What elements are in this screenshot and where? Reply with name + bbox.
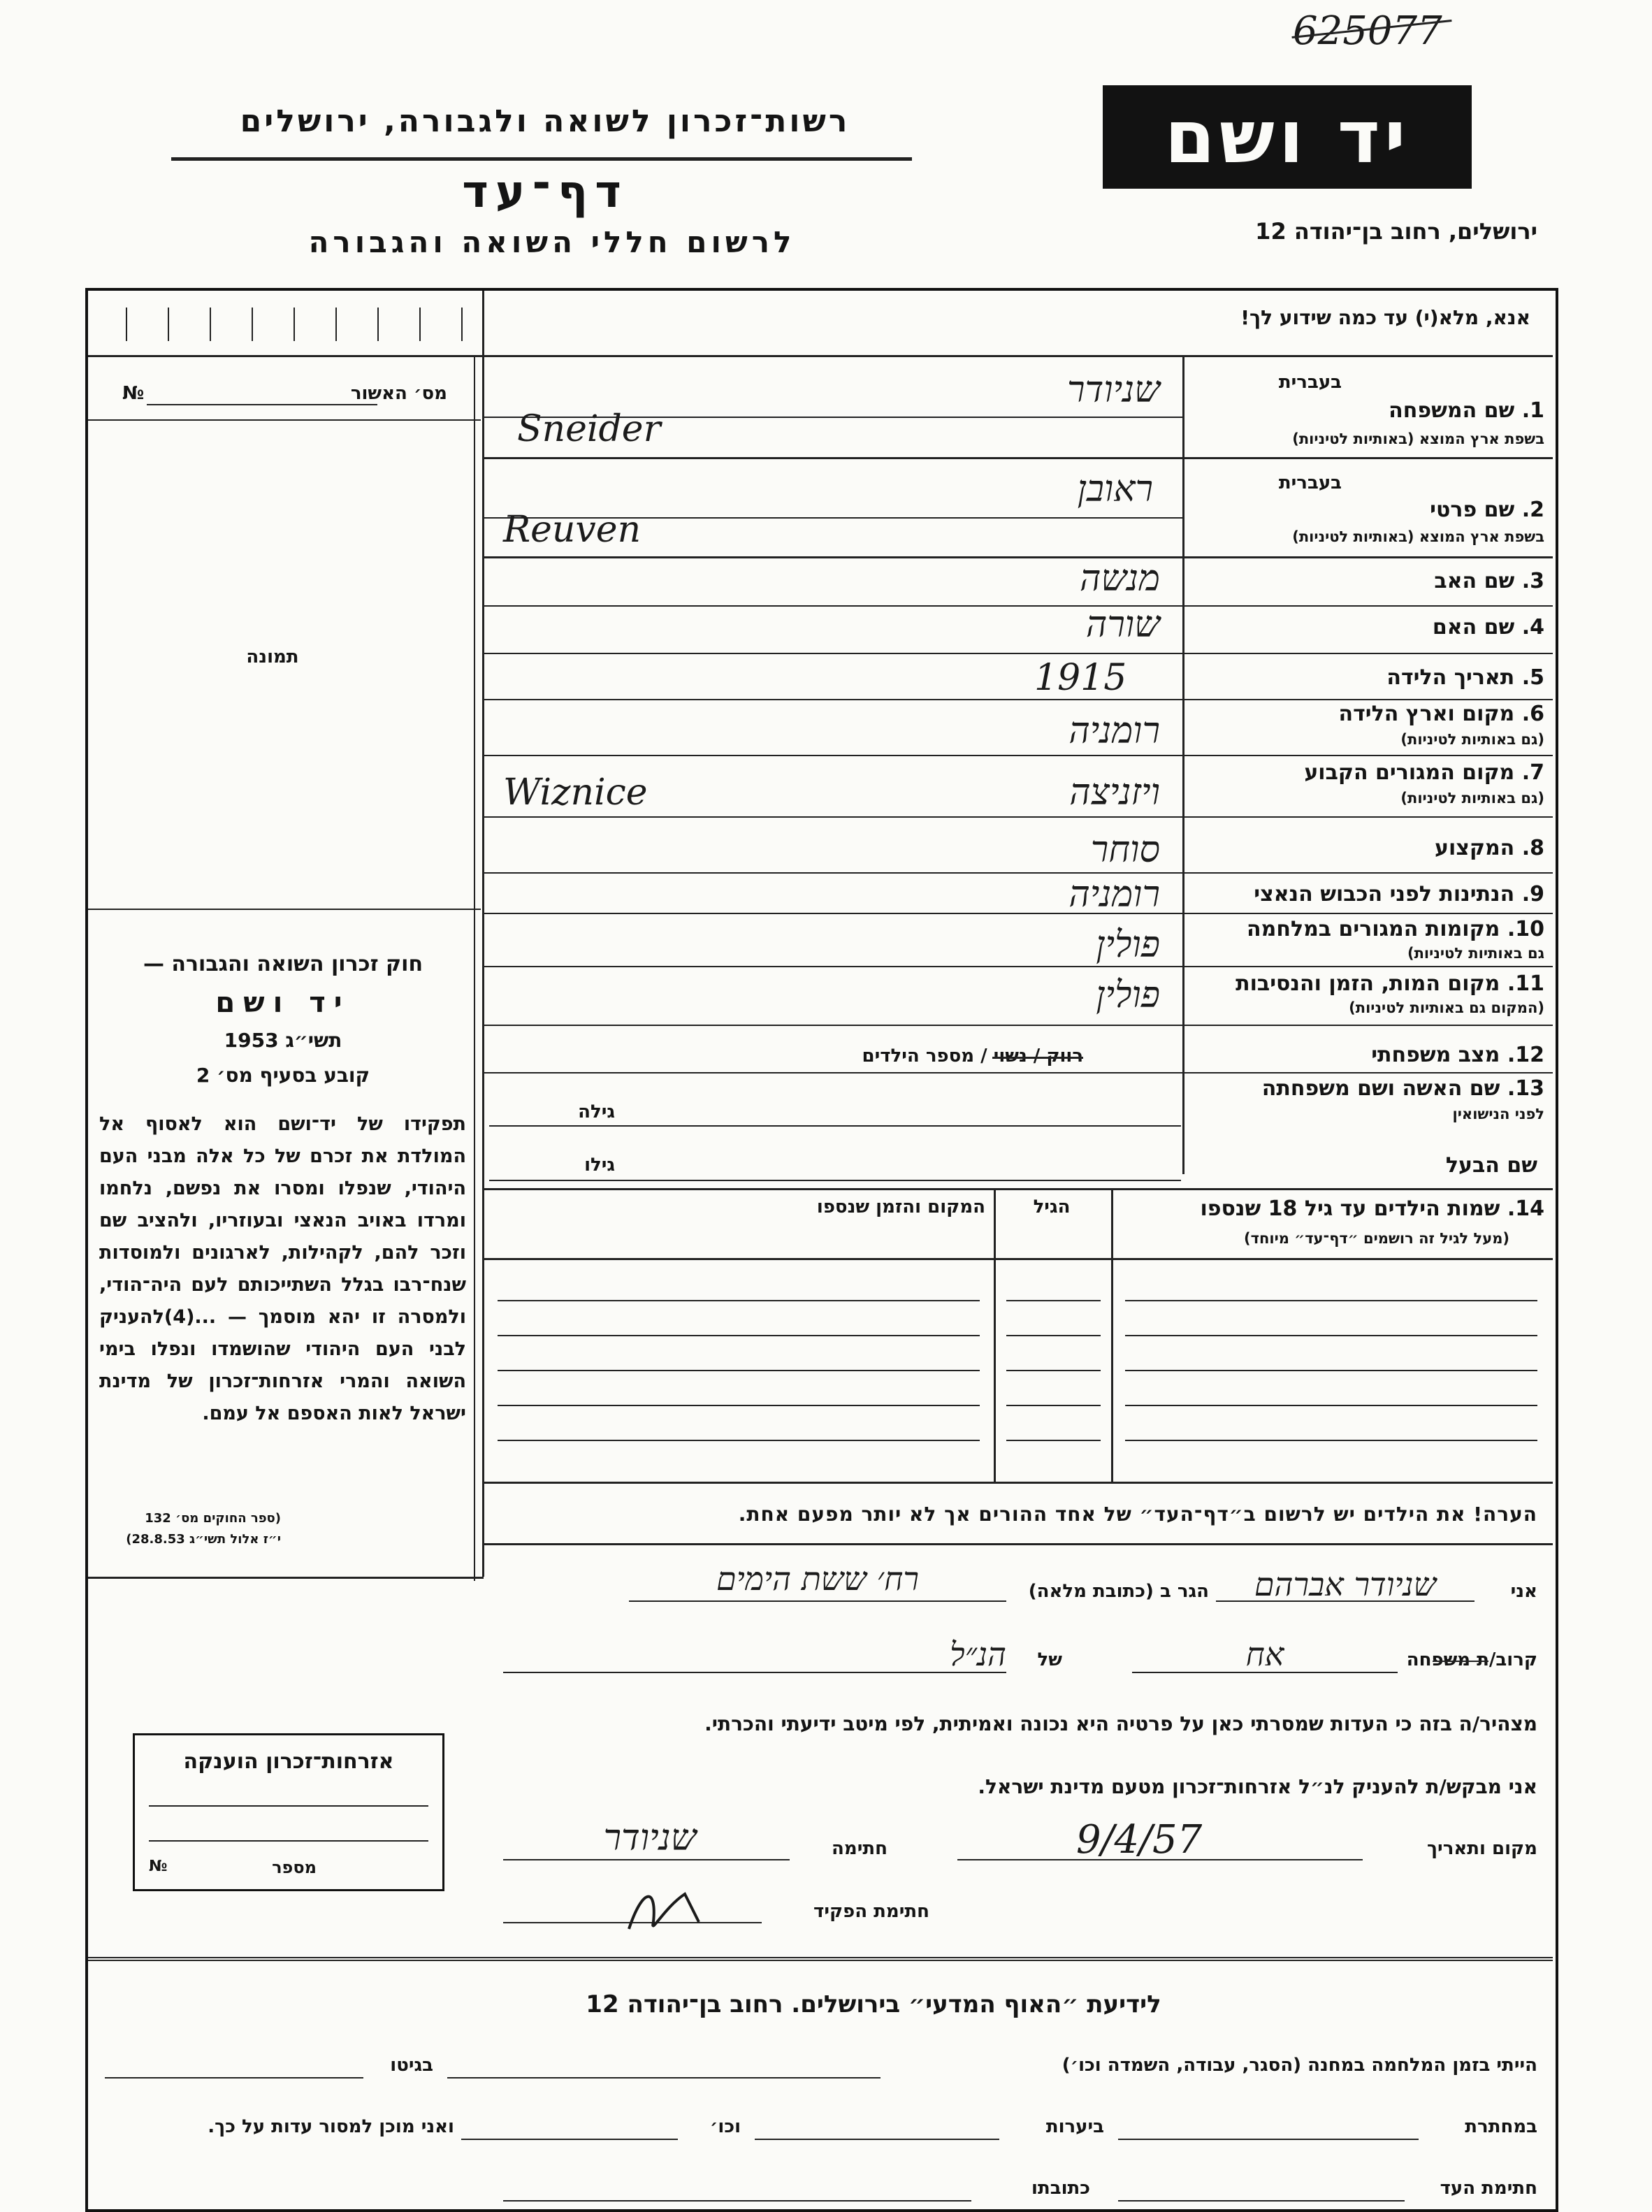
field-4-value: שורה bbox=[1085, 604, 1160, 646]
field-10-value: פולין bbox=[1096, 924, 1160, 966]
field-8-label bbox=[1188, 836, 1544, 860]
place-date-label: מקום ותאריך bbox=[1427, 1838, 1537, 1859]
field-13-label-text: שם האשה ושם משפחתה bbox=[1261, 1076, 1500, 1101]
field-1-label bbox=[1188, 398, 1544, 423]
field-8-value: סוחר bbox=[1090, 829, 1160, 871]
field-7-latin: Wiznice bbox=[503, 772, 648, 814]
field-7-num: 7. bbox=[1521, 760, 1544, 785]
footer-line3a: חתימת העד bbox=[1440, 2178, 1537, 2199]
field-12-options: רווק / נשוי / מספר הילדים bbox=[862, 1046, 1083, 1067]
field-10-num: 10. bbox=[1507, 917, 1544, 941]
children-col-age: הגיל bbox=[1033, 1197, 1071, 1217]
field-9-num: 9. bbox=[1521, 882, 1544, 906]
field-6-label bbox=[1188, 702, 1544, 726]
field-6-value: רומניה bbox=[1068, 710, 1160, 752]
field-4-label bbox=[1188, 615, 1544, 639]
footer-line1a: הייתי בזמן המלחמה במחנה (הסגר, עבודה, השמדה וכו׳) bbox=[1062, 2055, 1537, 2076]
children-col-place: המקום והזמן שנספו bbox=[816, 1197, 985, 1217]
field-4-label-text: שם האם bbox=[1432, 615, 1515, 639]
field-5-num: 5. bbox=[1521, 665, 1544, 690]
field-3-num: 3. bbox=[1521, 569, 1544, 593]
clerk-label: חתימת הפקיד bbox=[813, 1901, 929, 1922]
relation-strike bbox=[1433, 1661, 1488, 1662]
footer-line2c: וכו׳ bbox=[709, 2116, 741, 2137]
decl-i-value: שניודר אברהם bbox=[1254, 1566, 1437, 1603]
certificate-box bbox=[133, 1733, 444, 1891]
field-12-num: 12. bbox=[1507, 1043, 1544, 1067]
gazette-line1: (ספר החוקים מס׳ 132 bbox=[145, 1511, 281, 1526]
field-3-value: מנשה bbox=[1079, 558, 1160, 600]
photo-label: תמונה bbox=[246, 646, 299, 667]
field-1-num: 1. bbox=[1521, 398, 1544, 423]
label-column-divider bbox=[1182, 356, 1184, 1174]
field-2-label-text: שם פרטי bbox=[1430, 498, 1515, 522]
law-year: תשי״ג 1953 bbox=[224, 1029, 342, 1052]
authority-name: רשות־זכרון לשואה ולגבורה, ירושלים bbox=[240, 103, 850, 139]
field-7-sub: (גם באותיות לטיניות) bbox=[1400, 790, 1544, 807]
document-number: 625077 bbox=[1293, 8, 1442, 54]
certificate-no-sign: № bbox=[149, 1858, 168, 1875]
field-1-sub: בשפת ארץ המוצא (באותיות לטיניות) bbox=[1292, 431, 1544, 447]
field-2-num: 2. bbox=[1521, 498, 1544, 522]
footer-line1b: בגיטו bbox=[390, 2055, 433, 2076]
field-11-value: פולין bbox=[1096, 974, 1160, 1016]
field-6-sub: (גם באותיות לטיניות) bbox=[1400, 731, 1544, 748]
field-1-lang: בעברית bbox=[1278, 372, 1342, 393]
gazette-line2: י״ז אלול תשי״ג 28.8.53) bbox=[126, 1532, 281, 1547]
field-10-label-text: מקומות המגורים במלחמה bbox=[1247, 917, 1500, 941]
law-title: חוק זכרון השואה והגבורה — bbox=[143, 952, 423, 976]
field-13-age-label: גילה bbox=[578, 1101, 615, 1122]
field-7-label-text: מקום המגורים הקבוע bbox=[1304, 760, 1515, 785]
field-7-label bbox=[1188, 760, 1544, 785]
remark: הערה! את הילדים יש לרשום ב״דף־העד״ של אחד ההורים אך לא יותר מפעם אחת. bbox=[738, 1503, 1537, 1526]
no-sign: № bbox=[122, 383, 145, 404]
footer-divider bbox=[88, 1957, 1553, 1961]
authority-underline bbox=[171, 157, 912, 161]
field-8-label-text: המקצוע bbox=[1434, 836, 1515, 860]
field-9-value: רומניה bbox=[1068, 874, 1160, 916]
husband-label: שם הבעל bbox=[1445, 1153, 1537, 1178]
field-8-num: 8. bbox=[1521, 836, 1544, 860]
field-7-value: ויזניצה bbox=[1069, 772, 1160, 814]
field-9-label bbox=[1188, 882, 1544, 906]
field-11-label-text: מקום המות, הזמן והנסיבות bbox=[1236, 971, 1500, 996]
field-2-label bbox=[1188, 498, 1544, 522]
field-2-lang: בעברית bbox=[1278, 472, 1342, 493]
children-num: 14. bbox=[1507, 1197, 1544, 1221]
footer-line2a: במחתרת bbox=[1465, 2116, 1537, 2137]
instruction: אנא, מלא(י) עד כמה שידוע לך! bbox=[1240, 306, 1530, 329]
yad-vashem-logo bbox=[1103, 85, 1472, 189]
footer-title: לידיעת ״האוף המדעי״ בירושלים. רחוב בן־יהודה 12 bbox=[586, 1990, 1161, 2018]
decl-of-label: של bbox=[1037, 1649, 1062, 1670]
field-3-label bbox=[1188, 569, 1544, 593]
address: ירושלים, רחוב בן־יהודה 12 bbox=[1255, 218, 1537, 245]
field-1-value: שניודר bbox=[1066, 369, 1160, 411]
field-11-num: 11. bbox=[1507, 971, 1544, 996]
field-2-value: ראובן bbox=[1077, 468, 1153, 510]
certificate-title: אזרחות־זכרון הוענקה bbox=[183, 1749, 394, 1774]
approval-no-label: מס׳ האשור bbox=[350, 383, 447, 404]
signature-label: חתימה bbox=[832, 1838, 887, 1859]
field-1-label-text: שם המשפחה bbox=[1389, 398, 1515, 423]
field-12-label bbox=[1188, 1043, 1544, 1067]
decl-resident-value: רח׳ ששת הימים bbox=[716, 1560, 919, 1598]
field-10-label bbox=[1188, 917, 1544, 941]
field-5-label-text: תאריך הלידה bbox=[1386, 665, 1515, 690]
decl-relation-label: קרוב/ת משפחה bbox=[1406, 1649, 1537, 1670]
footer-line2d: ואני מוכן למסור עדות על כך. bbox=[208, 2116, 454, 2137]
clerk-signature bbox=[615, 1880, 720, 1943]
field-9-label-text: הנתינות לפני הכבוש הנאצי bbox=[1254, 882, 1515, 906]
field-6-num: 6. bbox=[1521, 702, 1544, 726]
marital-strike bbox=[992, 1057, 1083, 1059]
children-title-text: שמות הילדים עד גיל 18 שנספו bbox=[1200, 1197, 1500, 1221]
decl-resident-label: הגר ב (כתובת מלאה) bbox=[1028, 1581, 1209, 1602]
field-10-sub: גם באותיות לטיניות) bbox=[1407, 945, 1544, 962]
field-1-latin: Sneider bbox=[517, 408, 661, 450]
field-2-latin: Reuven bbox=[503, 509, 642, 551]
field-11-sub: (המקום גם באותיות לטיניות) bbox=[1349, 999, 1544, 1016]
law-section: קובע בסעיף מס׳ 2 bbox=[196, 1064, 370, 1087]
footer-line2b: ביערות bbox=[1045, 2116, 1104, 2137]
decl-of-value: הנ״ל bbox=[950, 1635, 1006, 1673]
form-title: דף־עד bbox=[462, 166, 628, 218]
footer-line3b: כתובתו bbox=[1031, 2178, 1090, 2199]
field-13-num: 13. bbox=[1507, 1076, 1544, 1101]
certificate-number-label: מספר bbox=[272, 1858, 317, 1877]
husband-age-label: גילו bbox=[584, 1155, 615, 1176]
children-title bbox=[1118, 1197, 1544, 1221]
left-column-divider bbox=[482, 291, 484, 1577]
form-subtitle: לרשום חללי השואה והגבורה bbox=[308, 225, 796, 259]
decl-i-label: אני bbox=[1510, 1581, 1537, 1602]
law-name: יד ושם bbox=[215, 987, 351, 1019]
field-5-value: 1915 bbox=[1034, 657, 1127, 699]
decl-request: אני מבקש/ת להעניק לנ״ל אזרחות־זכרון מטעם מדינת ישראל. bbox=[978, 1775, 1537, 1798]
law-text: תפקידו של יד־ושם הוא לאסוף אל המולדת את זכרם של כל אלה מבני העם היהודי, שנפלו ומסרו את נפשם, נלחמו ומרדו באויב הנאצי ובעוזריו, ולהציב שם וזכר להם, לקהילות, לארגונים ולמוסדות שנח־רבו בגלל השתייכותם לעם היה־הודי, ולמסרה זו יהא מוסמך — ...(4)להעניק לבני העם היהודי שהושמדו ונפלו בימי השואה והמרי אזרחות־זכרון של מדינת ישראל לאות האספם אל עמם. bbox=[99, 1113, 466, 1424]
field-3-label-text: שם האב bbox=[1434, 569, 1515, 593]
field-4-num: 4. bbox=[1521, 615, 1544, 639]
decl-statement: מצהיר/ה בזה כי העדות שמסרתי כאן על פרטיה היא נכונה ואמיתית, לפי מיטב ידיעתי והכרתי. bbox=[704, 1712, 1537, 1735]
children-note: (מעל לגיל זה רושמים ״דף־עד״ מיוחד) bbox=[1244, 1230, 1509, 1247]
field-2-sub: בשפת ארץ המוצא (באותיות לטיניות) bbox=[1292, 528, 1544, 545]
field-6-label-text: מקום וארץ הלידה bbox=[1338, 702, 1515, 726]
field-5-label bbox=[1188, 665, 1544, 690]
logo-text: יד ושם bbox=[1164, 94, 1410, 180]
field-11-label bbox=[1188, 971, 1544, 996]
signature-value: שניודר bbox=[603, 1817, 697, 1859]
field-13-sub: לפני הנישואין bbox=[1452, 1106, 1544, 1122]
header-row-line bbox=[88, 355, 1553, 357]
field-13-label bbox=[1188, 1076, 1544, 1101]
decl-relation-value: אח bbox=[1245, 1635, 1284, 1673]
approval-ticks bbox=[119, 308, 468, 342]
place-date-value: 9/4/57 bbox=[1076, 1817, 1203, 1863]
field-12-label-text: מצב משפחתי bbox=[1371, 1043, 1500, 1067]
